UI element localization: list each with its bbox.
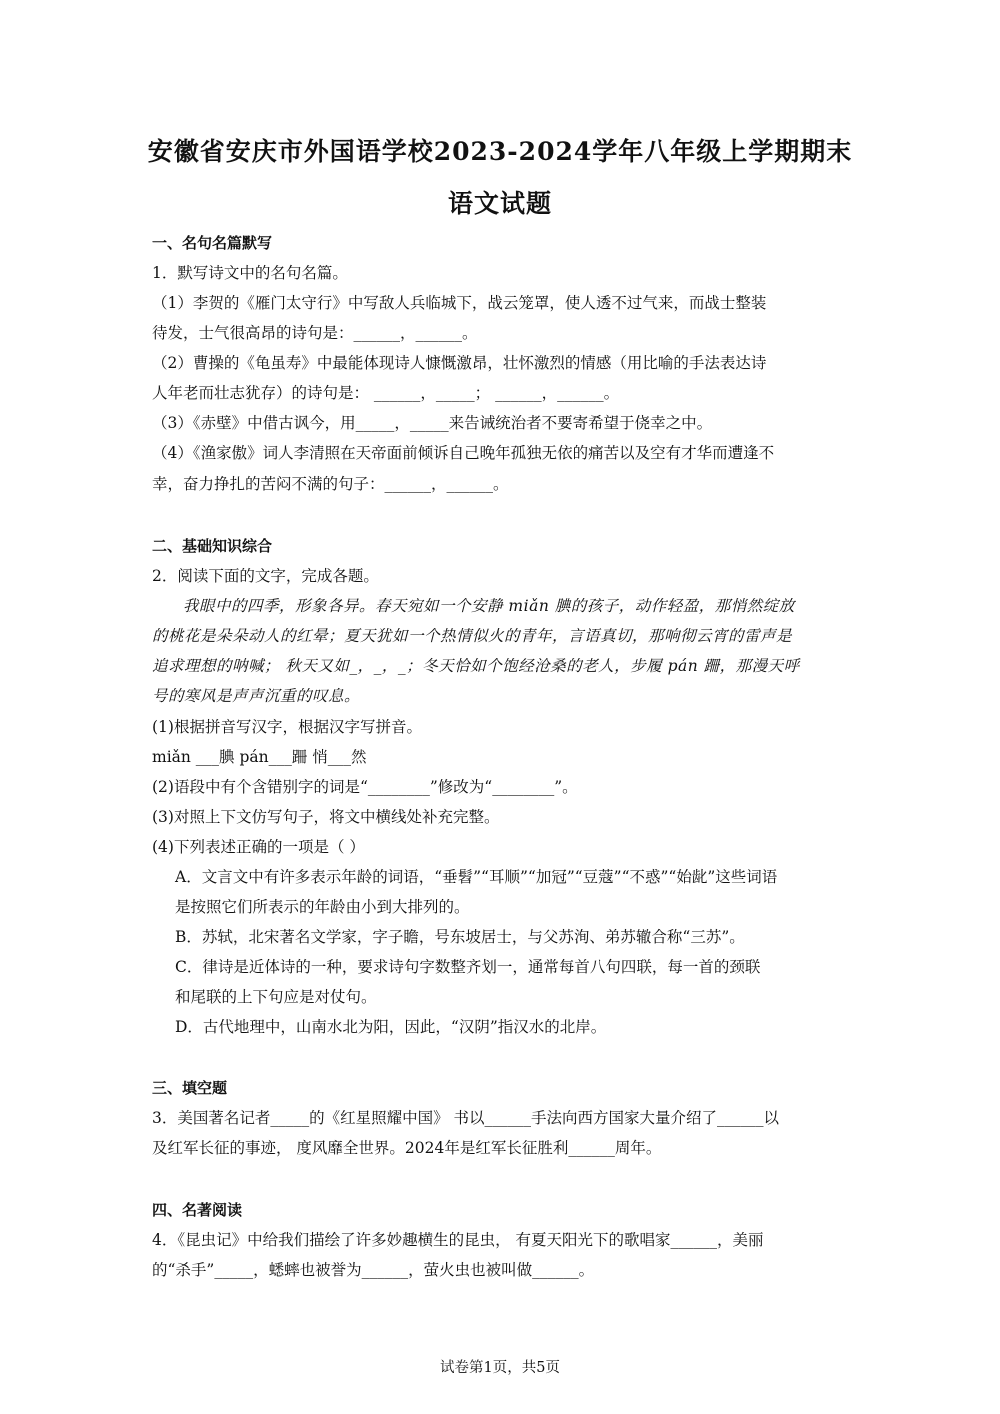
question-line: 幸，奋力挣扎的苦闷不满的句子：______，______。 [152,475,509,493]
question-line: （4）《渔家傲》词人李清照在天帝面前倾诉自己晚年孤独无依的痛苦以及空有才华而遭逢不 [152,444,775,462]
question-line: (3)对照上下文仿写句子，将文中横线处补充完整。 [152,808,500,826]
question-line: 及红军长征的事迹， 度风靡全世界。2024年是红军长征胜利______周年。 [152,1139,662,1157]
option-line: C．律诗是近体诗的一种，要求诗句字数整齐划一，通常每首八句四联，每一首的颈联 [175,958,761,976]
question-line: 1．默写诗文中的名句名篇。 [152,264,348,282]
question-line: 3．美国著名记者_____的《红星照耀中国》 书以______手法向西方国家大量介绍了______以 [152,1109,780,1127]
option-line: A．文言文中有许多表示年龄的词语，“垂髫”“耳顺”“加冠”“豆蔻”“不惑”“始龀”这些词语 [175,868,778,886]
question-line: （3）《赤壁》中借古讽今，用_____，_____来告诫统治者不要寄希望于侥幸之中。 [152,414,713,432]
passage-line: 的桃花是朵朵动人的红晕；夏天犹如一个热情似火的青年，言语真切，那响彻云宵的雷声是 [152,627,793,645]
question-line: （2）曹操的《龟虽寿》中最能体现诗人慷慨激昂，壮怀激烈的情感（用比喻的手法表达诗 [152,354,767,372]
option-line: 和尾联的上下句应是对仗句。 [175,988,377,1006]
question-line: 4．《昆虫记》中给我们描绘了许多妙趣横生的昆虫， 有夏天阳光下的歌唱家______，美丽 [152,1231,764,1249]
passage-line: 号的寒风是声声沉重的叹息。 [152,687,361,705]
section-heading: 三、填空题 [152,1079,228,1097]
question-line: (4)下列表述正确的一项是（ ） [152,838,365,856]
exam-title-line2: 语文试题 [447,189,552,218]
section-heading: 四、名著阅读 [152,1201,243,1219]
passage-line: 我眼中的四季，形象各异。春天宛如一个安静 miǎn 腆的孩子，动作轻盈，那悄然绽放 [183,597,795,615]
question-line: (1)根据拼音写汉字，根据汉字写拼音。 [152,718,422,736]
section-heading: 一、名句名篇默写 [152,234,273,252]
question-line: 2．阅读下面的文字，完成各题。 [152,567,379,585]
option-line: B．苏轼，北宋著名文学家，字子瞻，号东坡居士，与父苏洵、弟苏辙合称“三苏”。 [175,928,745,946]
exam-title-line1: 安徽省安庆市外国语学校2023-2024学年八年级上学期期末 [147,137,853,166]
option-line: 是按照它们所表示的年龄由小到大排列的。 [175,898,470,916]
question-line: 待发，士气很高昂的诗句是：______，______。 [152,324,478,342]
page-footer: 试卷第1页，共5页 [440,1360,560,1376]
section-heading: 二、基础知识综合 [152,537,273,555]
question-line: miǎn ___腆 pán___跚 悄___然 [152,748,367,766]
passage-line: 追求理想的呐喊； 秋天又如_，_，_；冬天恰如个饱经沧桑的老人，步履 pán 跚，那漫天呼 [152,657,800,675]
question-line: 的“杀手”_____，蟋蟀也被誉为______，萤火虫也被叫做______。 [152,1261,595,1279]
option-line: D．古代地理中，山南水北为阳，因此，“汉阴”指汉水的北岸。 [175,1018,607,1036]
question-line: 人年老而壮志犹存）的诗句是： ______，_____； ______，______。 [152,384,620,402]
question-line: （1）李贺的《雁门太守行》中写敌人兵临城下，战云笼罩，使人透不过气来，而战士整装 [152,294,767,312]
question-line: (2)语段中有个含错别字的词是“________”修改为“________”。 [152,778,578,796]
